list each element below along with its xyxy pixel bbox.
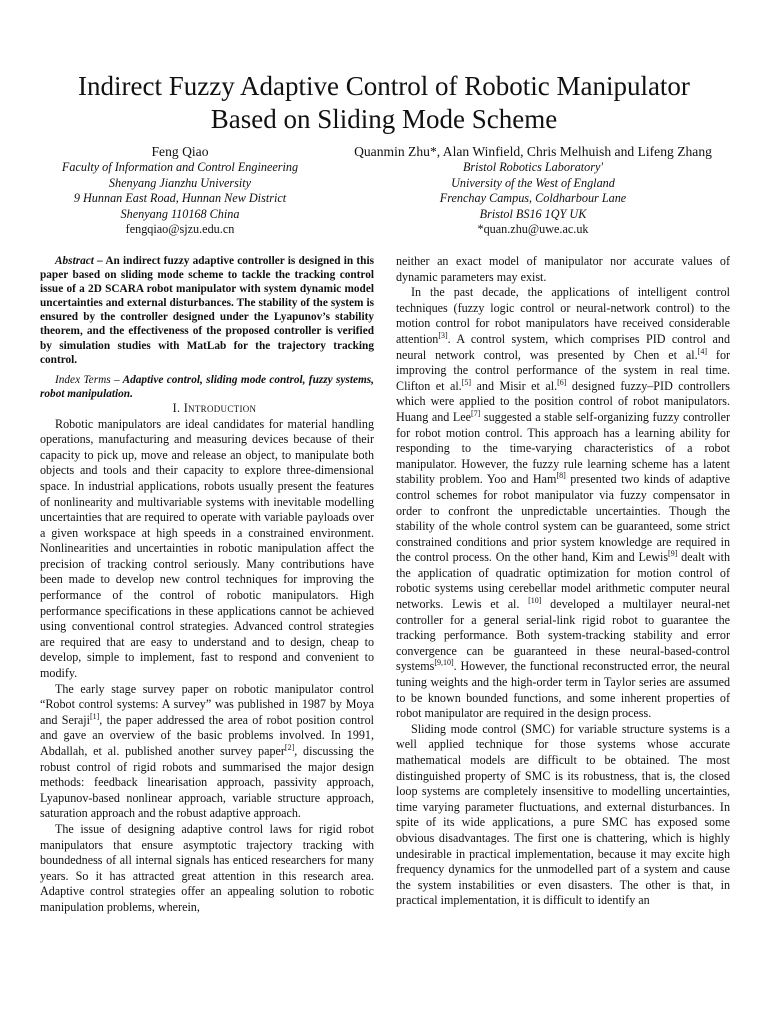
paragraph: In the past decade, the applications of intelligent control techniques (fuzzy logic control or neural-network control) to the motion control for robot manipulators have received considerable attention[3]. A control system, which comprises PID control and neural network control, was presented by Chen et al.[4] for improving the control performance of the system in real time. Clifton et al.[5] and Misir et al.[6] designed fuzzy–PID controllers which were applied to the position control of robot manipulators. Huang and Lee[7] suggested a stable self-organizing fuzzy controller for robot motion control. This approach has a learning ability for responding to the time-varying characteristics of a robot manipulator. However, the fuzzy rule learning scheme has a latent stability problem. Yoo and Ham[8] presented two kinds of adaptive control schemes for robot manipulator via fuzzy compensator in order to confront the unpredictable uncertainties. Though the stability of the whole control system can be guaranteed, some strict constrained conditions and prior system knowledge are required in the control process. On the other hand, Kim and Lewis[9] dealt with the application of quadratic optimization for motion control of robotic systems using cerebellar model arithmetic computer neural networks. Lewis et al. [10] developed a multilayer neural-net controller for a general serial-link rigid robot to guarantee the tracking performance. Both system-tracking stability and error convergence can be guaranteed in these neural-based-control systems[9,10]. However, the functional reconstructed error, the neural tuning weights and the high-order term in Taylor series are assumed to be known bounded functions, and some inherent properties of robot manipulator are required in the design process.: [396, 285, 731, 721]
affiliation-line: University of the West of England: [451, 175, 615, 190]
title-line-1: Indirect Fuzzy Adaptive Control of Robotic Manipulator: [78, 71, 690, 101]
citation: [4]: [697, 346, 707, 356]
paragraph: The early stage survey paper on robotic manipulator control “Robot control systems: A survey” was published in 1987 by Moya and Seraji[1], the paper addressed the area of robot position control and gave an overview of the basic problems involved. In 1991, Abdallah, et al. published another survey paper[2], discussing the robust control of rigid robots and summarised the major design methods: feedback linearisation approach, passivity approach, Lyapunov-based nonlinear approach, variable structure approach, saturation approach and the robust adaptive approach.: [40, 681, 374, 821]
citation: [2]: [284, 742, 295, 752]
author-block-left: [40, 143, 320, 238]
address-line: Shenyang 110168 China: [120, 206, 240, 221]
right-column: [396, 254, 730, 909]
address-line: 9 Hunnan East Road, Hunnan New District: [73, 191, 287, 206]
abstract: [40, 254, 374, 367]
author-email: *quan.zhu@uwe.ac.uk: [477, 222, 589, 237]
paper-title: [0, 70, 768, 136]
citation: [5]: [461, 377, 472, 387]
paragraph: neither an exact model of manipulator nor accurate values of dynamic parameters may exist.: [396, 254, 730, 284]
address-line: Frenchay Campus, Coldharbour Lane: [439, 191, 627, 206]
citation: [8]: [556, 471, 566, 481]
author-block-right: [322, 143, 744, 238]
paragraph: The issue of designing adaptive control laws for rigid robot manipulators that ensure asymptotic trajectory tracking with boundedness of all internal signals has enticed researchers for many years. So it has attracted great attention in this research area. Adaptive control strategies offer an appealing solution to robotic manipulation problems, wherein,: [40, 821, 374, 914]
section-heading: I. Introduction: [172, 400, 257, 415]
index-terms: [40, 373, 374, 401]
citation: [9,10]: [434, 658, 454, 668]
citation: [3]: [438, 330, 448, 340]
citation: [7]: [471, 408, 481, 418]
citation: [10]: [528, 596, 542, 606]
citation: [9]: [668, 549, 678, 559]
author-names: Quanmin Zhu*, Alan Winfield, Chris Melhuish and Lifeng Zhang: [354, 144, 712, 159]
affiliation-line: Shenyang Jianzhu University: [108, 175, 252, 190]
index-terms-text: Adaptive control, sliding mode control, fuzzy systems, robot manipulation.: [40, 373, 374, 400]
citation: [1]: [89, 711, 100, 721]
paragraph: Robotic manipulators are ideal candidates for material handling operations, manufacturing and measuring devices because of their capacity to pick up, move and release an object, to manipulate both objects and tools and their capacity to explore three-dimensional space. In industrial applications, robots usually present the features of nonlinearity and multivariable systems with inevitable modelling uncertainties that are required to operate with variable payloads over a given workspace at high speeds in a constrained environment. Nonlinearities and uncertainties in robotic manipulation affect the precision of tracking control seriously. Many contributions have been made to develop new control techniques for improving the performance of the control of robotic manipulators. High performance specifications in these applications cannot be achieved using conventional control strategies. Advanced control strategies are required that are easy to understand and to design, cheap to develop, simple to implement, fast to respond and convenient to modify.: [40, 416, 374, 681]
author-name: Feng Qiao: [151, 144, 209, 159]
address-line: Bristol BS16 1QY UK: [479, 206, 587, 221]
title-line-2: Based on Sliding Mode Scheme: [210, 104, 558, 134]
left-column: [40, 254, 374, 916]
citation: [6]: [557, 377, 567, 387]
author-email: fengqiao@sjzu.edu.cn: [125, 222, 235, 237]
abstract-lead: Abstract –: [55, 255, 103, 267]
abstract-text: An indirect fuzzy adaptive controller is designed in this paper based on sliding mode scheme to tackle the tracking control issue of a 2D SCARA robot manipulator with system dynamic model uncertainties and external disturbances. The stability of the system is ensured by the controller designed under the Lyapunov’s stability theorem, and the effectiveness of the proposed controller is verified by simulation studies with MatLab for the trajectory tracking control.: [40, 255, 374, 366]
affiliation-line: Bristol Robotics Laboratory': [462, 160, 604, 174]
paragraph: Sliding mode control (SMC) for variable structure systems is a well applied technique for those systems whose accurate mathematical models are difficult to be obtained. The most distinguished property of SMC is its robustness, that is, the closed loop systems are completely insensitive to modelling uncertainties, time varying parameter fluctuations, and external disturbances. In spite of its wide applications, a pure SMC has exposed some obvious disadvantages. The first one is chattering, which is highly undesirable in practical implementation, because it may excite high frequency dynamics for the unmodelled part of a system and cause the system instabilities or even disasters. The other is that, in practical implementation, it is difficult to identify an: [396, 721, 730, 908]
index-terms-lead: Index Terms –: [55, 373, 120, 386]
affiliation-line: Faculty of Information and Control Engineering: [61, 160, 299, 174]
